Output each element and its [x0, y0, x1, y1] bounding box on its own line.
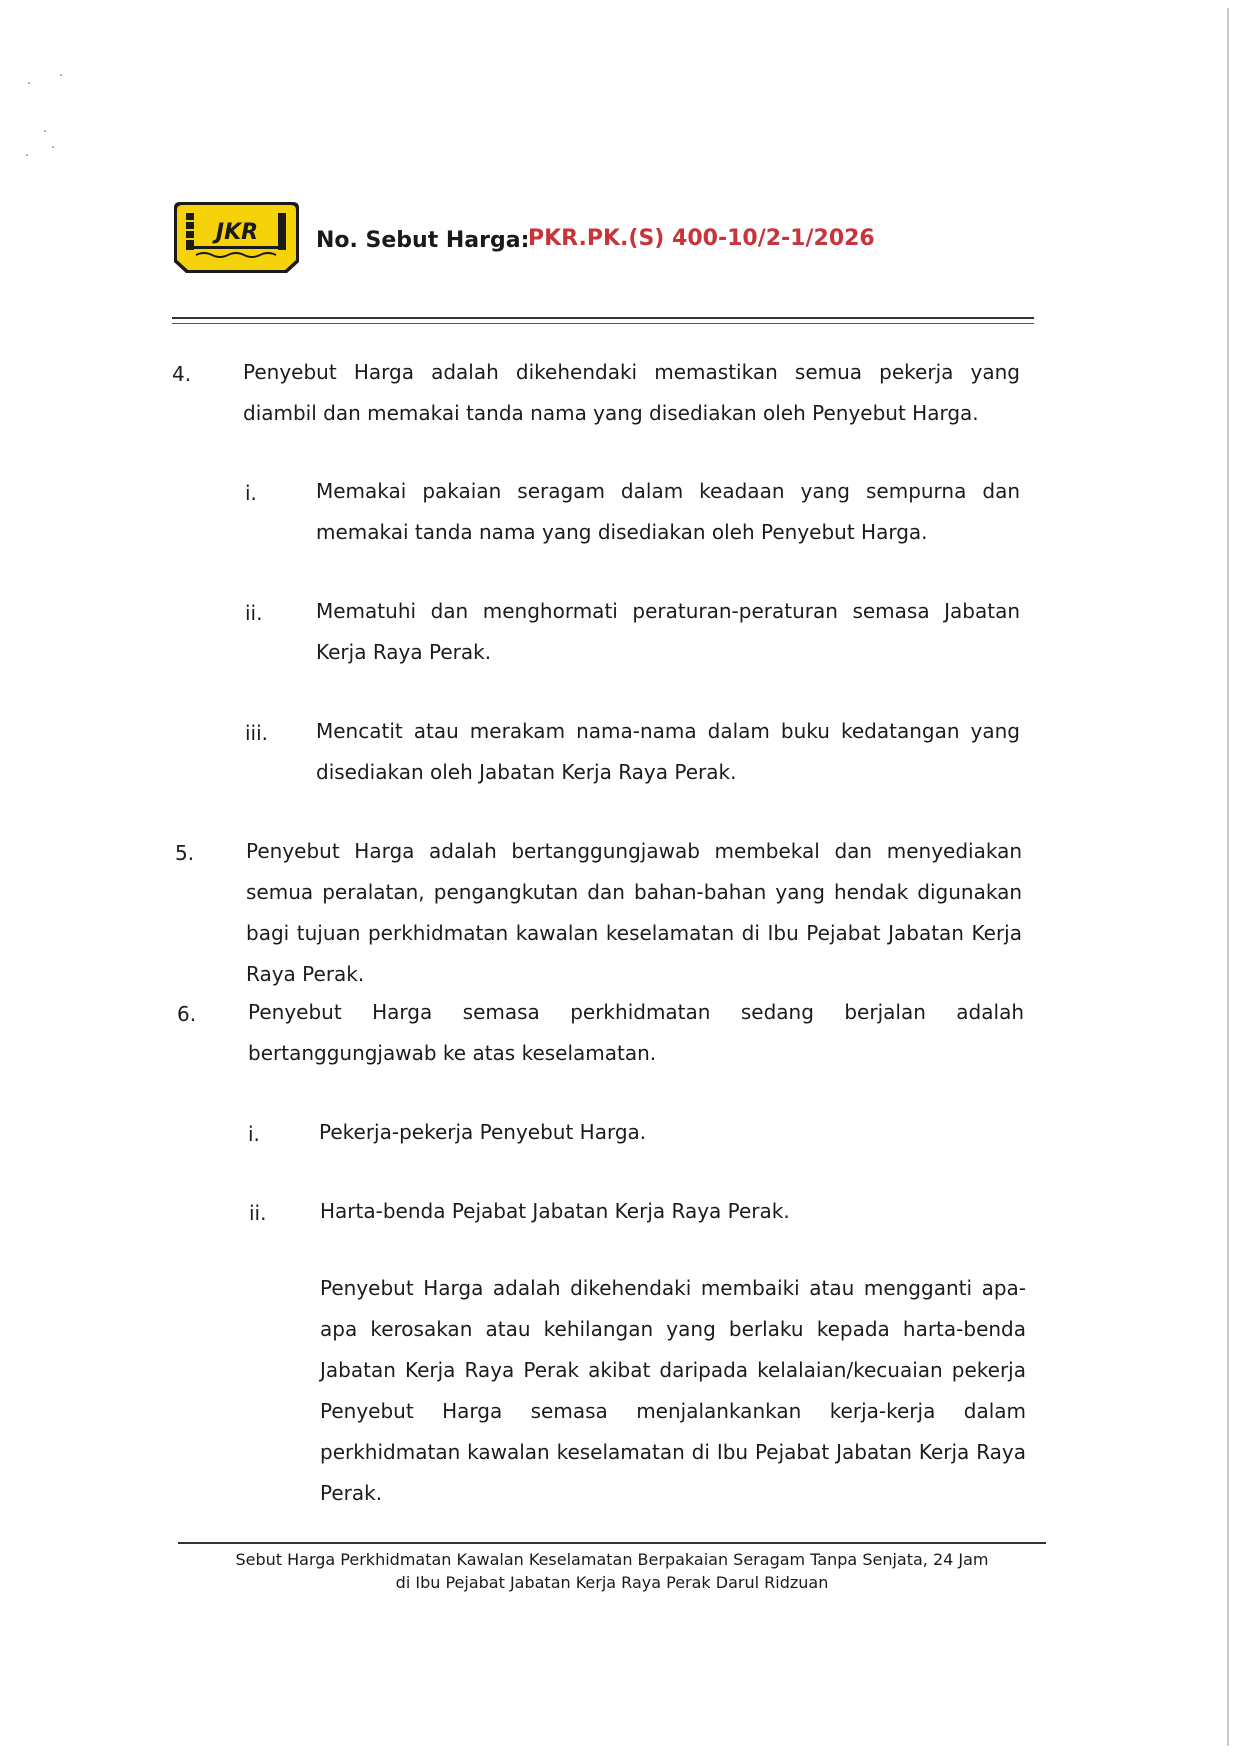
footer-line-1: Sebut Harga Perkhidmatan Kawalan Keselamatan Berpakaian Seragam Tanpa Senjata, 24 Jam	[235, 1550, 989, 1569]
subitem-text: Mematuhi dan menghormati peraturan-peraturan semasa Jabatan Kerja Raya Perak.	[316, 599, 1020, 664]
subitem-text: Harta-benda Pejabat Jabatan Kerja Raya Perak.	[320, 1199, 790, 1223]
logo-text: JKR	[215, 220, 259, 245]
footer-line-2: di Ibu Pejabat Jabatan Kerja Raya Perak Darul Ridzuan	[395, 1573, 829, 1592]
header-rule-thin	[172, 323, 1034, 324]
item-number: 5.	[175, 841, 195, 865]
item-number: 4.	[172, 362, 192, 386]
item-text: Penyebut Harga semasa perkhidmatan sedang berjalan adalah bertanggungjawab ke atas keselamatan.	[248, 1000, 1024, 1065]
jkr-logo	[174, 202, 299, 273]
header-rule	[172, 317, 1034, 319]
item-text: Penyebut Harga adalah bertanggungjawab membekal dan menyediakan semua peralatan, pengangkutan dan bahan-bahan yang hendak digunakan bagi tujuan perkhidmatan kawalan keselamatan di Ibu Pejabat Jabatan Kerja Raya Perak.	[246, 839, 1022, 986]
subitem-numeral: i.	[245, 481, 257, 505]
subitem-numeral: ii.	[245, 601, 263, 625]
item-note: Penyebut Harga adalah dikehendaki membaiki atau mengganti apa-apa kerosakan atau kehilangan yang berlaku kepada harta-benda Jabatan Kerja Raya Perak akibat daripada kelalaian/kecuaian pekerja Penyebut Harga semasa menjalankankan kerja-kerja dalam perkhidmatan kawalan keselamatan di Ibu Pejabat Jabatan Kerja Raya Perak.	[320, 1276, 1026, 1505]
item-text: Penyebut Harga adalah dikehendaki memastikan semua pekerja yang diambil dan memakai tanda nama yang disediakan oleh Penyebut Harga.	[243, 360, 1020, 425]
quotation-number-label: No. Sebut Harga:	[316, 228, 530, 253]
subitem-numeral: iii.	[245, 721, 269, 745]
footer-rule	[178, 1542, 1046, 1544]
item-number: 6.	[177, 1002, 197, 1026]
subitem-numeral: ii.	[249, 1201, 267, 1225]
subitem-text: Mencatit atau merakam nama-nama dalam buku kedatangan yang disediakan oleh Jabatan Kerja Raya Perak.	[316, 719, 1020, 784]
subitem-text: Memakai pakaian seragam dalam keadaan yang sempurna dan memakai tanda nama yang disediakan oleh Penyebut Harga.	[316, 479, 1020, 544]
subitem-numeral: i.	[248, 1122, 260, 1146]
page-edge	[1227, 8, 1229, 1746]
footer	[178, 1548, 1046, 1594]
quotation-reference: PKR.PK.(S) 400-10/2-1/2026	[528, 226, 875, 251]
subitem-text: Pekerja-pekerja Penyebut Harga.	[319, 1120, 647, 1144]
